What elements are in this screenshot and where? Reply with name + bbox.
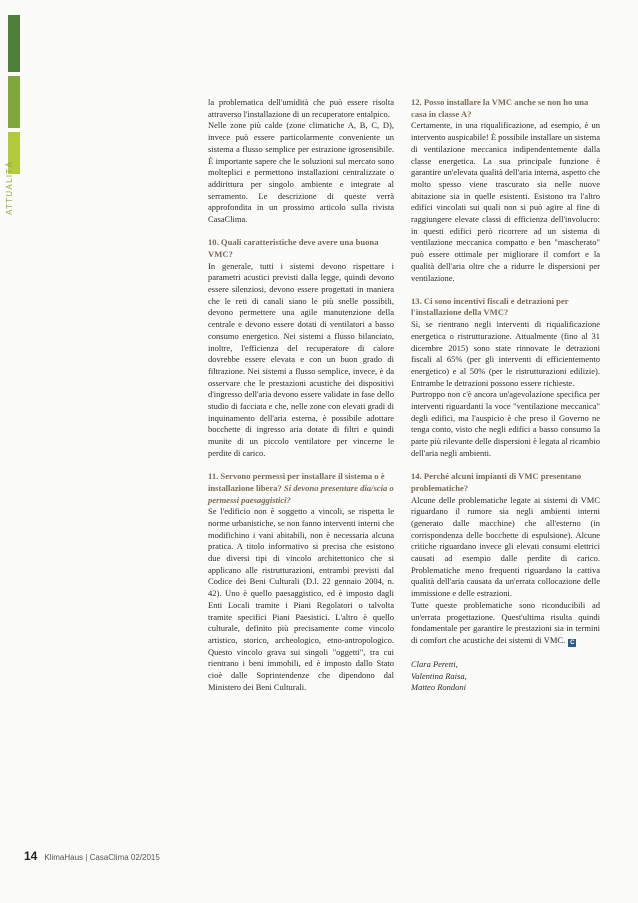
color-bar-mid [8,76,20,128]
question-10-title: 10. Quali caratteristiche deve avere una buona VMC? [208,237,379,259]
question-14-answer-2-text: Tutte queste problematiche sono riconducibili ad un'errata progettazione. Quest'ultima risulta quindi fondamentale per garantire le prestazioni sia in termini di comfort che acustiche dei sistemi di VMC. [411,599,600,645]
author-3: Matteo Rondoni [411,682,467,693]
casaclima-logo-icon: C [570,639,575,646]
question-11-title-main: 11. Servono permessi per installare il sistema o è installazione libera? [208,471,385,493]
question-12-title: 12. Posso installare la VMC anche se non ho una casa in classe A? [411,97,589,119]
page-footer [24,849,160,863]
question-11-answer: Se l'edificio non è soggetto a vincoli, se rispetta le norme urbanistiche, se non fanno interventi interni che modifichino i vani abitabili, non è necessaria alcuna pratica. A titolo informativo si precisa che esistono due diversi tipi di vincolo architettonico che si applicano alle ristrutturazioni, entrambi previsti dal Codice dei Beni Culturali (D.l. 22 gennaio 2004, n. 42). Uno è quello paesaggistico, ed è imposto dagli Enti Locali tramite i Piani Regolatori o talvolta tramite specifici Piani Paesistici. L'altro è quello culturale, definito più precisamente come vincolo artistico, storico, archeologico, etno-antropologico. Questo vincolo grava sui singoli "oggetti", tra cui rientrano i beni immobili, ed è imposto dallo Stato cioè dalle Soprintendenze che dipendono dal Ministero dei Beni Culturali. [208,506,394,692]
intro-paragraph-2: Nelle zone più calde (zone climatiche A, B, C, D), invece può essere particolarmente conveniente un sistema a flusso semplice per estrazione igrosensibile. È importante sapere che le soluzioni sul mercato sono molteplici e permettono installazioni centralizzate o addirittura per singolo ambiente e integrate al serramento. Le descrizione di queste verrà approfondita in un prossimo articolo sulla rivista CasaClima. [208,120,394,225]
section-color-bars [8,15,20,174]
question-13-answer-2: Purtroppo non c'è ancora un'agevolazione specifica per interventi riguardanti la voce "ventilazione meccanica" degli edifici, ma l'auspicio è che preso il Governo ne tenga conto, visto che negli edifici a basso consumo la parte più rilevante delle dispersioni è legata al ricambio dell'aria negli ambienti. [411,389,600,458]
intro-paragraph-1: la problematica dell'umidità che può essere risolta attraverso l'installazione di un recuperatore entalpico. [208,97,394,119]
question-10-answer: In generale, tutti i sistemi devono rispettare i parametri acustici previsti dalla legge, quindi devono essere silenziosi, devono essere progettati in maniera che le reti di canali siano le più snelle possibili, devono permettere una agile manutenzione della centrale e devono essere dotati di ventilatori a basso consumo energetico. Nei sistemi a flusso bilanciato, inoltre, l'efficienza del recuperatore di calore dovrebbe essere elevata e con un buon grado di filtrazione. Nei sistemi a flusso semplice, invece, è da osservare che le prestazioni acustiche dei dispositivi d'ingresso dell'aria devono essere validate in fase dello studio di facciata e che, nelle zone con elevati gradi di inquinamento dell'aria esterna, è possibile adottare bocchette di ingresso aria dotate di filtri e quindi munite di un piccolo ventilatore per vincerne le perdite di carico. [208,260,394,458]
right-column [411,97,600,694]
authors [411,659,600,694]
question-11-subtitle: Si devono presentare dia/scia o permessi paesaggistici? [208,482,394,505]
question-11-title [208,471,394,506]
author-2: Valentina Raisa, [411,670,467,681]
question-13-title: 13. Ci sono incentivi fiscali e detrazioni per l'installazione della VMC? [411,295,569,318]
question-14-answer-1: Alcune delle problematiche legate ai sistemi di VMC riguardano il rumore sia negli ambienti interni (generato dalle macchine) che all'esterno (in corrispondenza delle bocchette di espulsione). Alcune critiche riguardano invece gli elevati consumi elettrici causati ad esempio dalle perdite di carico. Problematiche meno frequenti riguardano la cattiva qualità dell'aria causata da un'errata collocazione delle immissione e delle estrazioni. [411,494,600,599]
color-bar-dark [8,15,20,72]
question-14-title: 14. Perché alcuni impianti di VMC presentano problematiche? [411,471,582,493]
question-13-answer-1: Sì, se rientrano negli interventi di riqualificazione energetica o ristrutturazione. Attualmente (fino al 31 dicembre 2015) sono state rinnovate le detrazioni fiscali al 65% (per gli interventi di efficientemento energetico) e al 50% (per le ristrutturazioni edilizie). Entrambe le detrazioni possono essere richieste. [411,319,600,388]
question-14-answer-2 [411,600,600,647]
question-12-answer: Certamente, in una riqualificazione, ad esempio, è un intervento auspicabile! È possibile installare un sistema di ventilazione meccanica indipendentemente dalla classe energetica. La sua principale funzione è garantire un'elevata qualità dell'aria interna, aspetto che molto spesso viene trascurato sia nelle nuove abitazione sia in quelle esistenti. Esistono tra l'altro edifici vincolati sui quali non si può agire al fine di raggiungere elevate classi di efficienza dell'involucro: in questi edifici però ricorrere ad un sistema di ventilazione meccanica compatto e ben "mascherato" può essere ottimale per migliorare il comfort e la qualità dell'aria oltre che a ridurre le dispersioni per ventilazione. [411,120,600,283]
author-1: Clara Peretti, [411,658,458,669]
magazine-name: KlimaHaus | CasaClima 02/2015 [44,853,160,862]
section-label: ATTUALITÀ [5,160,14,215]
page-number: 14 [24,849,38,863]
left-column [208,97,394,693]
